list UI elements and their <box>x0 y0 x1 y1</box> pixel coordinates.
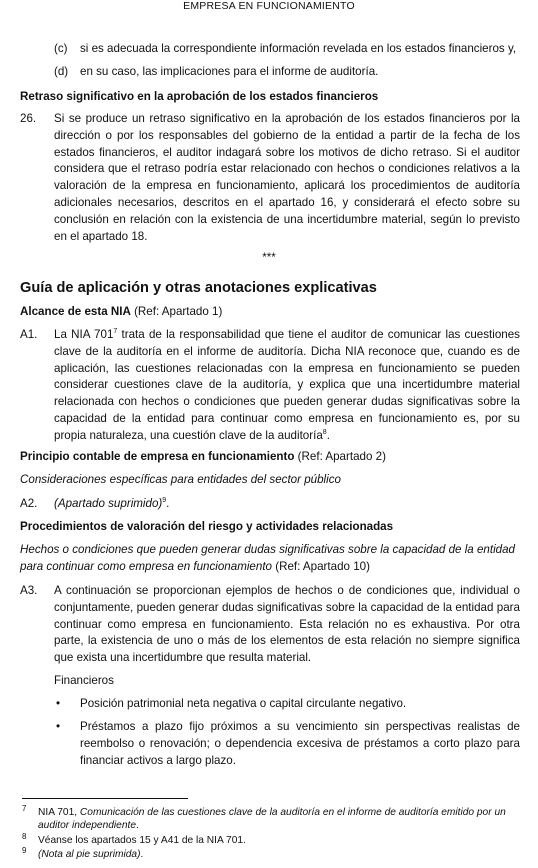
footnote-8-lead: Véanse los apartados 15 y A41 de la NIA 701. <box>38 835 246 846</box>
para-26-text: Si se produce un retraso significativo en la aprobación de los estados financieros por la dirección o por los responsables del gobierno de la entidad a partir de la fecha de los estados financieros, el auditor indagará sobre los motivos de dicho retraso. Si el auditor considera que el retraso podría estar relacionado con hechos o condiciones relativos a la valoración de la empresa en funcionamiento, aplicará los procedimientos de auditoría adicionales necesarios, descritos en el apartado 16, y considerará el efecto sobre su conclusión en relación con la existencia de una incertidumbre material, según lo previsto en el apartado 18. <box>54 112 520 243</box>
item-d-label: (d) <box>54 65 69 78</box>
subheading-financieros: Financieros <box>54 674 114 687</box>
footnote-9-text <box>38 848 520 861</box>
heading-principio <box>20 449 520 466</box>
footnote-number-9: 9 <box>22 846 27 855</box>
para-a1-text <box>54 327 520 445</box>
footnote-9-tail: . <box>140 849 144 860</box>
para-a1-part3: . <box>326 428 330 442</box>
bullet-item-1: Posición patrimonial neta negativa o capital circulante negativo. <box>80 697 407 710</box>
guide-title: Guía de aplicación y otras anotaciones explicativas <box>20 280 377 296</box>
footnote-7-italic: Comunicación de las cuestiones clave de la auditoría en el informe de auditoría emitido por un auditor independiente <box>38 807 506 832</box>
para-a2-italic: (Apartado suprimido) <box>54 497 163 510</box>
footnote-number-8: 8 <box>22 832 27 841</box>
heading-alcance <box>20 304 520 321</box>
bullet-glyph: • <box>56 697 61 710</box>
para-a2-number: A2. <box>20 497 38 510</box>
heading-hechos <box>20 542 520 576</box>
footnote-9-italic: (Nota al pie suprimida) <box>38 849 141 860</box>
heading-retraso: Retraso significativo en la aprobación de los estados financieros <box>20 90 379 103</box>
heading-principio-ref: (Ref: Apartado 2) <box>294 450 386 463</box>
heading-principio-text: Principio contable de empresa en funcionamiento <box>20 450 295 463</box>
separator-stars: *** <box>262 251 276 264</box>
bullet-item-2: Préstamos a plazo fijo próximos a su vencimiento sin perspectivas realistas de reembolso o renovación; o dependencia excesiva de préstamos a corto plazo para financiar activos a largo plazo. <box>80 720 520 767</box>
para-26-number: 26. <box>20 112 37 125</box>
item-d-text: en su caso, las implicaciones para el informe de auditoría. <box>80 65 379 78</box>
heading-procedimientos: Procedimientos de valoración del riesgo y actividades relacionadas <box>20 520 394 533</box>
footnote-7-lead: NIA 701, <box>38 807 80 818</box>
footnote-7-text <box>38 806 520 833</box>
footnote-ref-8[interactable]: 8 <box>322 428 327 436</box>
footnote-ref-7[interactable]: 7 <box>113 328 118 336</box>
item-c-label: (c) <box>54 42 68 55</box>
para-a2-end: . <box>166 497 170 510</box>
bullet-glyph: • <box>56 720 61 733</box>
running-header: EMPRESA EN FUNCIONAMIENTO <box>183 0 355 12</box>
heading-hechos-ref: (Ref: Apartado 10) <box>272 559 370 573</box>
para-a3-number: A3. <box>20 584 38 597</box>
para-a3-text: A continuación se proporcionan ejemplos de hechos o de condiciones que, individual o conjuntamente, pueden generar dudas significativas sobre la capacidad de la entidad para continuar como empresa en funcionamiento. Esta relación no es exhaustiva. Por otra parte, la existencia de uno o más de los elementos de esta relación no siempre significa que exista una incertidumbre que resulta material. <box>54 584 520 665</box>
footnote-7-tail: . <box>136 820 139 832</box>
heading-alcance-text: Alcance de esta NIA <box>20 305 131 318</box>
item-c-text: si es adecuada la correspondiente información revelada en los estados financieros y, <box>80 42 517 55</box>
heading-sector-publico: Consideraciones específicas para entidades del sector público <box>20 473 341 486</box>
footnote-ref-9[interactable]: 9 <box>162 497 167 505</box>
heading-alcance-ref: (Ref: Apartado 1) <box>130 305 223 318</box>
footnote-number-7: 7 <box>22 804 27 813</box>
heading-hechos-text: Hechos o condiciones que pueden generar dudas significativas sobre la capacidad de la entidad para continuar como empresa en funcionamiento <box>20 543 516 573</box>
para-a1-part2: trata de la responsabilidad que tiene el auditor de comunicar las cuestiones clave de la auditoría en el informe de auditoría. Dicha NIA reconoce que, cuando es de aplicación, las cuestiones relacionadas con la empresa en funcionamiento se pueden considerar cuestiones clave de la auditoría, y explica que una incertidumbre material relacionada con hechos o condiciones que pueden generar dudas significativas sobre la capacidad de la entidad para continuar como empresa en funcionamiento es, por su propia naturaleza, una cuestión clave de la auditoría <box>54 328 520 442</box>
para-a1-number: A1. <box>20 328 38 341</box>
para-a1-part1: La NIA 701 <box>54 328 114 341</box>
footnote-divider <box>22 798 188 799</box>
para-a2-text <box>54 496 520 513</box>
footnote-8-text <box>38 834 520 847</box>
